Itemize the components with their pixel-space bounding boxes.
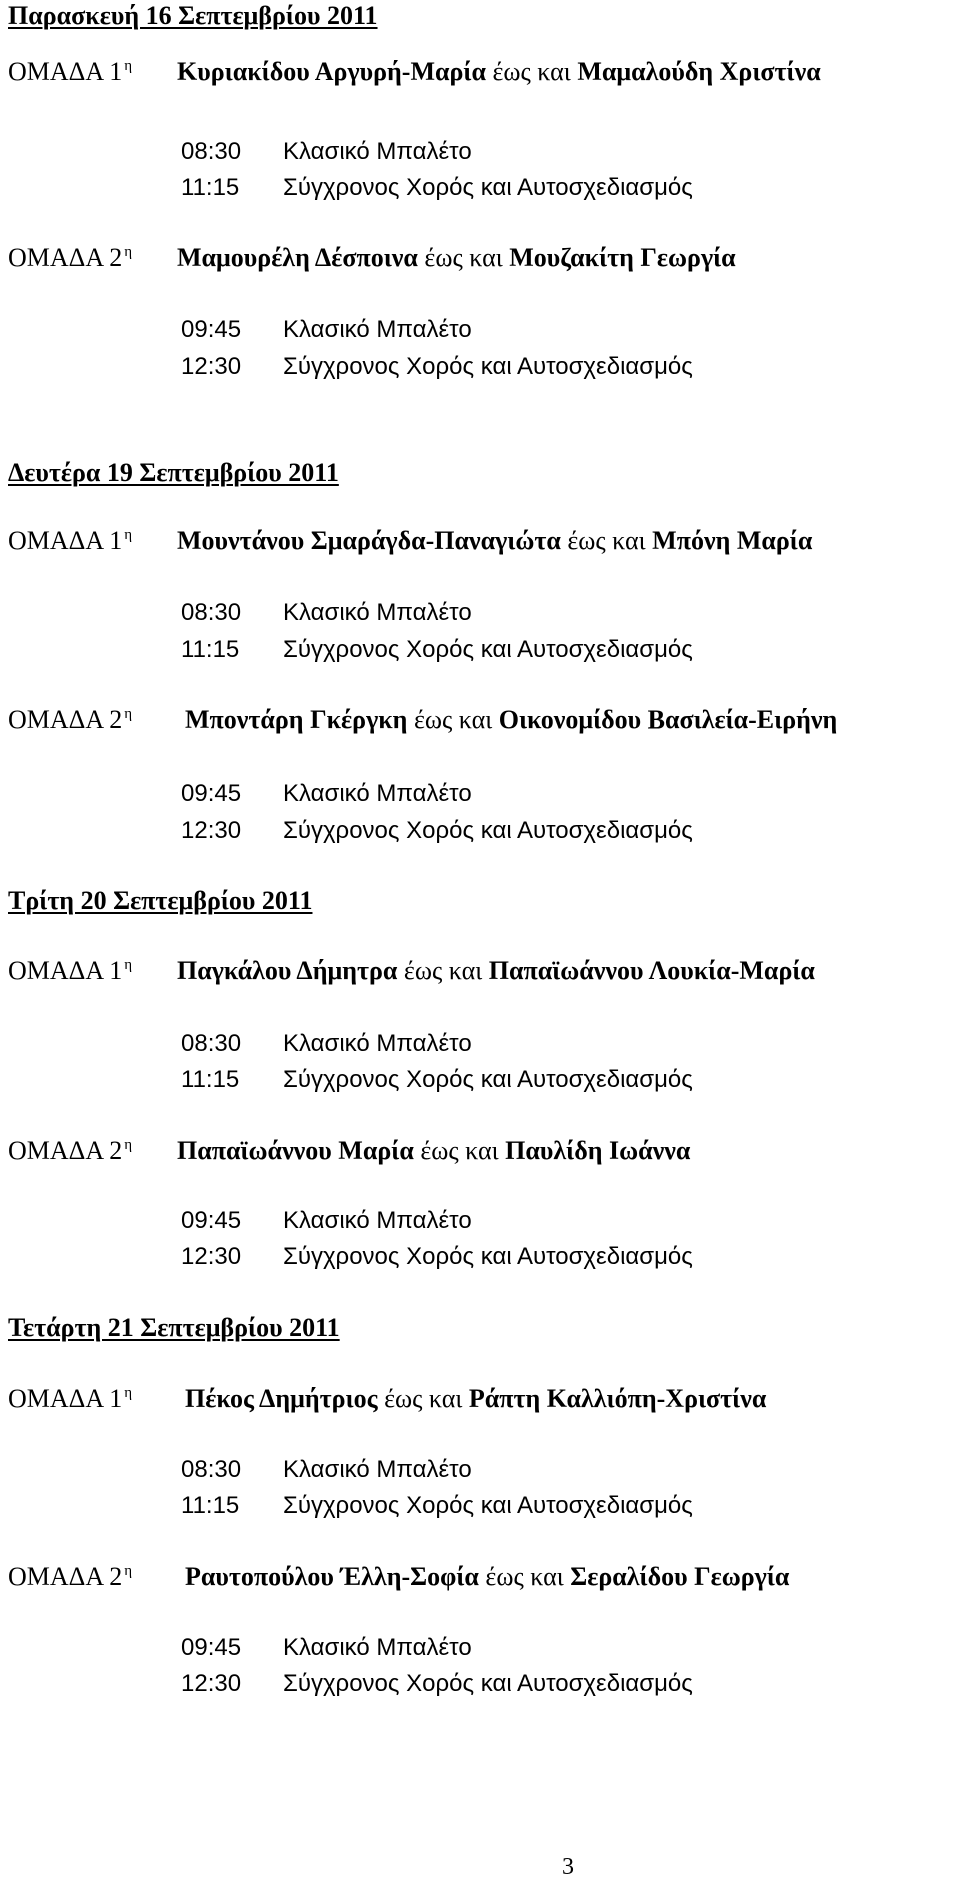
to-name: Παυλίδη Ιωάννα (505, 1136, 691, 1165)
class-row (181, 1209, 472, 1233)
class-name: Σύγχρονος Χορός και Αυτοσχεδιασμός (283, 1066, 693, 1093)
class-row (181, 1672, 693, 1696)
group-label: ΟΜΑΔΑ 1 $^\eta$ (8, 1384, 133, 1413)
day-heading-wednesday: Τετάρτη 21 Σεπτεμβρίου 2011 (8, 1313, 340, 1342)
group-label: ΟΜΑΔΑ 2 $^\eta$ (8, 1562, 133, 1591)
class-time: 08:30 (181, 599, 242, 626)
connector-text: έως και (492, 57, 571, 86)
class-row (181, 601, 472, 625)
class-row (181, 1636, 472, 1660)
from-name: Πέκος Δημήτριος (185, 1384, 378, 1413)
class-name: Σύγχρονος Χορός και Αυτοσχεδιασμός (283, 174, 693, 201)
to-name: Ράπτη Καλλιόπη-Χριστίνα (468, 1384, 767, 1413)
day-heading-tuesday: Τρίτη 20 Σεπτεμβρίου 2011 (8, 886, 313, 915)
class-row (181, 1068, 693, 1092)
connector-text: έως και (424, 243, 503, 272)
class-row (181, 176, 693, 200)
group-label: ΟΜΑΔΑ 1 $^\eta$ (8, 526, 133, 555)
from-name: Μποντάρη Γκέργκη (185, 705, 408, 734)
class-name: Σύγχρονος Χορός και Αυτοσχεδιασμός (283, 636, 693, 663)
class-name: Σύγχρονος Χορός και Αυτοσχεδιασμός (283, 353, 693, 380)
class-row (181, 318, 472, 342)
to-name: Οικονομίδου Βασιλεία-Ειρήνη (498, 705, 838, 734)
group-name-range (185, 1386, 766, 1412)
class-time: 09:45 (181, 780, 242, 807)
day-heading-monday: Δευτέρα 19 Σεπτεμβρίου 2011 (8, 458, 339, 487)
from-name: Παγκάλου Δήμητρα (177, 956, 398, 985)
class-row (181, 140, 472, 164)
from-name: Μουντάνου Σμαράγδα-Παναγιώτα (177, 526, 561, 555)
connector-text: έως και (567, 526, 646, 555)
class-row (181, 1458, 472, 1482)
class-name: Κλασικό Μπαλέτο (283, 780, 472, 807)
from-name: Ραυτοπούλου Έλλη-Σοφία (185, 1562, 479, 1591)
group-name-range (177, 1138, 690, 1164)
class-time: 12:30 (181, 817, 242, 844)
class-name: Κλασικό Μπαλέτο (283, 316, 472, 343)
class-time: 12:30 (181, 1670, 242, 1697)
class-time: 11:15 (181, 1492, 240, 1519)
class-name: Κλασικό Μπαλέτο (283, 599, 472, 626)
group-label: ΟΜΑΔΑ 2 $^\eta$ (8, 243, 133, 272)
class-name: Κλασικό Μπαλέτο (283, 1030, 472, 1057)
class-row (181, 819, 693, 843)
class-row (181, 1494, 693, 1518)
class-time: 08:30 (181, 138, 242, 165)
group-label: ΟΜΑΔΑ 1 $^\eta$ (8, 57, 133, 86)
group-name-range (177, 958, 815, 984)
group-name-range (177, 59, 821, 85)
group-name-range (185, 1564, 789, 1590)
class-row (181, 638, 693, 662)
class-time: 11:15 (181, 1066, 240, 1093)
group-name-range (177, 245, 736, 271)
class-name: Κλασικό Μπαλέτο (283, 138, 472, 165)
class-time: 08:30 (181, 1456, 242, 1483)
connector-text: έως και (420, 1136, 499, 1165)
class-time: 09:45 (181, 1207, 242, 1234)
class-name: Σύγχρονος Χορός και Αυτοσχεδιασμός (283, 1492, 693, 1519)
class-row (181, 1032, 472, 1056)
class-time: 09:45 (181, 316, 242, 343)
page-number: 3 (562, 1854, 574, 1880)
class-time: 11:15 (181, 636, 240, 663)
connector-text: έως και (485, 1562, 564, 1591)
class-name: Σύγχρονος Χορός και Αυτοσχεδιασμός (283, 1243, 693, 1270)
class-name: Σύγχρονος Χορός και Αυτοσχεδιασμός (283, 1670, 693, 1697)
connector-text: έως και (403, 956, 483, 985)
to-name: Σεραλίδου Γεωργία (570, 1562, 790, 1591)
from-name: Κυριακίδου Αργυρή-Μαρία (177, 57, 486, 86)
class-name: Κλασικό Μπαλέτο (283, 1456, 472, 1483)
to-name: Μαμαλούδη Χριστίνα (577, 57, 821, 86)
class-row (181, 1245, 693, 1269)
to-name: Μπόνη Μαρία (652, 526, 813, 555)
class-time: 09:45 (181, 1634, 242, 1661)
class-time: 12:30 (181, 353, 242, 380)
connector-text: έως και (413, 705, 493, 734)
class-time: 12:30 (181, 1243, 242, 1270)
group-name-range (177, 528, 812, 554)
to-name: Παπαϊωάννου Λουκία-Μαρία (488, 956, 815, 985)
group-label: ΟΜΑΔΑ 1 $^\eta$ (8, 956, 133, 985)
from-name: Μαμουρέλη Δέσποινα (177, 243, 418, 272)
class-name: Κλασικό Μπαλέτο (283, 1634, 472, 1661)
group-label: ΟΜΑΔΑ 2 $^\eta$ (8, 1136, 133, 1165)
group-name-range (185, 707, 837, 733)
class-time: 11:15 (181, 174, 240, 201)
class-time: 08:30 (181, 1030, 242, 1057)
class-name: Σύγχρονος Χορός και Αυτοσχεδιασμός (283, 817, 693, 844)
class-row (181, 782, 472, 806)
from-name: Παπαϊωάννου Μαρία (177, 1136, 414, 1165)
to-name: Μουζακίτη Γεωργία (509, 243, 736, 272)
class-name: Κλασικό Μπαλέτο (283, 1207, 472, 1234)
connector-text: έως και (384, 1384, 463, 1413)
group-label: ΟΜΑΔΑ 2 $^\eta$ (8, 705, 133, 734)
class-row (181, 355, 693, 379)
day-heading-friday: Παρασκευή 16 Σεπτεμβρίου 2011 (8, 1, 378, 30)
